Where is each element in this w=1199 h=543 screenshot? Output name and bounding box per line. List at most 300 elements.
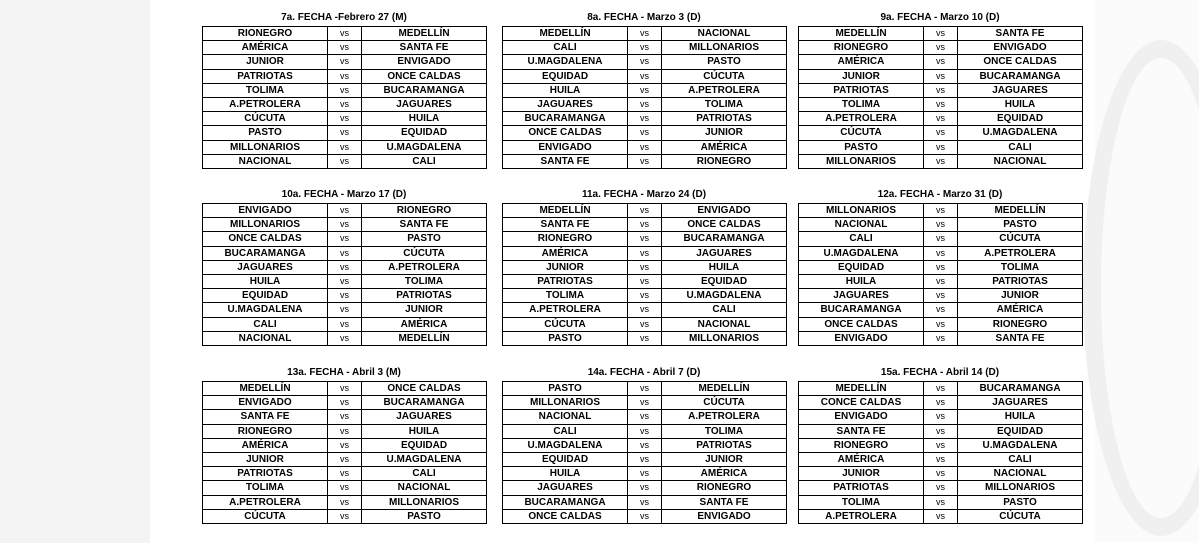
match-row bbox=[203, 410, 487, 424]
away-team: ONCE CALDAS bbox=[662, 218, 787, 232]
match-row bbox=[799, 126, 1083, 140]
match-row bbox=[203, 246, 487, 260]
match-row bbox=[503, 260, 787, 274]
away-team: CÚCUTA bbox=[958, 509, 1083, 523]
home-team: TOLIMA bbox=[799, 97, 924, 111]
vs-label: vs bbox=[328, 452, 362, 466]
home-team: PASTO bbox=[799, 140, 924, 154]
home-team: NACIONAL bbox=[799, 218, 924, 232]
home-team: U.MAGDALENA bbox=[503, 438, 628, 452]
vs-label: vs bbox=[628, 112, 662, 126]
away-team: MEDELLÍN bbox=[362, 27, 487, 41]
away-team: A.PETROLERA bbox=[362, 260, 487, 274]
away-team: PASTO bbox=[958, 495, 1083, 509]
vs-label: vs bbox=[628, 41, 662, 55]
match-row bbox=[203, 303, 487, 317]
home-team: ONCE CALDAS bbox=[503, 509, 628, 523]
vs-label: vs bbox=[628, 140, 662, 154]
vs-label: vs bbox=[328, 467, 362, 481]
match-row bbox=[799, 218, 1083, 232]
away-team: JAGUARES bbox=[958, 396, 1083, 410]
home-team: ONCE CALDAS bbox=[799, 317, 924, 331]
vs-label: vs bbox=[328, 303, 362, 317]
vs-label: vs bbox=[628, 481, 662, 495]
home-team: SANTA FE bbox=[503, 218, 628, 232]
away-team: PATRIOTAS bbox=[662, 112, 787, 126]
vs-label: vs bbox=[924, 481, 958, 495]
match-row bbox=[799, 69, 1083, 83]
vs-label: vs bbox=[628, 424, 662, 438]
vs-label: vs bbox=[628, 27, 662, 41]
fecha-block bbox=[502, 367, 786, 524]
away-team: CALI bbox=[958, 140, 1083, 154]
vs-label: vs bbox=[328, 27, 362, 41]
fecha-block bbox=[502, 189, 786, 346]
match-row bbox=[503, 410, 787, 424]
match-row bbox=[203, 218, 487, 232]
vs-label: vs bbox=[628, 452, 662, 466]
away-team: PATRIOTAS bbox=[362, 289, 487, 303]
match-row bbox=[203, 396, 487, 410]
vs-label: vs bbox=[328, 112, 362, 126]
vs-label: vs bbox=[628, 83, 662, 97]
away-team: JAGUARES bbox=[362, 410, 487, 424]
away-team: BUCARAMANGA bbox=[362, 83, 487, 97]
vs-label: vs bbox=[924, 410, 958, 424]
match-row bbox=[799, 467, 1083, 481]
home-team: JAGUARES bbox=[799, 289, 924, 303]
away-team: EQUIDAD bbox=[958, 112, 1083, 126]
match-row bbox=[203, 438, 487, 452]
away-team: SANTA FE bbox=[958, 27, 1083, 41]
home-team: CÚCUTA bbox=[799, 126, 924, 140]
fixtures-table bbox=[502, 381, 787, 524]
away-team: MILLONARIOS bbox=[362, 495, 487, 509]
vs-label: vs bbox=[924, 83, 958, 97]
home-team: A.PETROLERA bbox=[799, 509, 924, 523]
home-team: ONCE CALDAS bbox=[503, 126, 628, 140]
match-row bbox=[203, 495, 487, 509]
match-row bbox=[503, 41, 787, 55]
match-row bbox=[203, 467, 487, 481]
away-team: ONCE CALDAS bbox=[958, 55, 1083, 69]
away-team: JUNIOR bbox=[958, 289, 1083, 303]
vs-label: vs bbox=[328, 154, 362, 168]
away-team: PASTO bbox=[958, 218, 1083, 232]
match-row bbox=[203, 97, 487, 111]
vs-label: vs bbox=[628, 260, 662, 274]
vs-label: vs bbox=[328, 438, 362, 452]
away-team: PASTO bbox=[362, 509, 487, 523]
home-team: NACIONAL bbox=[503, 410, 628, 424]
fecha-block bbox=[502, 12, 786, 169]
away-team: TOLIMA bbox=[958, 260, 1083, 274]
vs-label: vs bbox=[924, 289, 958, 303]
away-team: U.MAGDALENA bbox=[662, 289, 787, 303]
match-row bbox=[799, 154, 1083, 168]
match-row bbox=[203, 289, 487, 303]
vs-label: vs bbox=[328, 317, 362, 331]
vs-label: vs bbox=[924, 509, 958, 523]
match-row bbox=[503, 274, 787, 288]
match-row bbox=[503, 289, 787, 303]
match-row bbox=[799, 509, 1083, 523]
fecha-block bbox=[798, 367, 1082, 524]
home-team: SANTA FE bbox=[799, 424, 924, 438]
match-row bbox=[503, 126, 787, 140]
vs-label: vs bbox=[328, 274, 362, 288]
vs-label: vs bbox=[628, 303, 662, 317]
vs-label: vs bbox=[628, 97, 662, 111]
match-row bbox=[203, 112, 487, 126]
match-row bbox=[799, 83, 1083, 97]
match-row bbox=[203, 481, 487, 495]
away-team: BUCARAMANGA bbox=[958, 69, 1083, 83]
fixtures-table bbox=[798, 26, 1083, 169]
home-team: RIONEGRO bbox=[799, 41, 924, 55]
match-row bbox=[799, 55, 1083, 69]
home-team: EQUIDAD bbox=[203, 289, 328, 303]
vs-label: vs bbox=[924, 274, 958, 288]
match-row bbox=[799, 27, 1083, 41]
vs-label: vs bbox=[328, 41, 362, 55]
home-team: BUCARAMANGA bbox=[503, 495, 628, 509]
vs-label: vs bbox=[924, 424, 958, 438]
vs-label: vs bbox=[328, 495, 362, 509]
home-team: ENVIGADO bbox=[503, 140, 628, 154]
fecha-title: 7a. FECHA -Febrero 27 (M) bbox=[281, 12, 407, 23]
away-team: NACIONAL bbox=[662, 317, 787, 331]
match-row bbox=[203, 27, 487, 41]
home-team: JAGUARES bbox=[503, 481, 628, 495]
vs-label: vs bbox=[328, 410, 362, 424]
home-team: AMÉRICA bbox=[799, 55, 924, 69]
fixtures-table bbox=[798, 381, 1083, 524]
home-team: U.MAGDALENA bbox=[503, 55, 628, 69]
match-row bbox=[799, 260, 1083, 274]
away-team: BUCARAMANGA bbox=[662, 232, 787, 246]
fecha-title: 10a. FECHA - Marzo 17 (D) bbox=[281, 189, 407, 200]
away-team: JUNIOR bbox=[662, 126, 787, 140]
home-team: MILLONARIOS bbox=[799, 154, 924, 168]
home-team: RIONEGRO bbox=[799, 438, 924, 452]
match-row bbox=[203, 154, 487, 168]
home-team: EQUIDAD bbox=[503, 452, 628, 466]
home-team: CONCE CALDAS bbox=[799, 396, 924, 410]
match-row bbox=[203, 382, 487, 396]
away-team: JAGUARES bbox=[362, 97, 487, 111]
away-team: MEDELLÍN bbox=[958, 204, 1083, 218]
vs-label: vs bbox=[924, 232, 958, 246]
vs-label: vs bbox=[924, 452, 958, 466]
vs-label: vs bbox=[328, 382, 362, 396]
away-team: PATRIOTAS bbox=[958, 274, 1083, 288]
home-team: ONCE CALDAS bbox=[203, 232, 328, 246]
home-team: PASTO bbox=[203, 126, 328, 140]
match-row bbox=[203, 274, 487, 288]
home-team: NACIONAL bbox=[203, 331, 328, 345]
vs-label: vs bbox=[628, 154, 662, 168]
fixtures-table bbox=[202, 203, 487, 346]
away-team: CALI bbox=[662, 303, 787, 317]
home-team: TOLIMA bbox=[799, 495, 924, 509]
vs-label: vs bbox=[924, 112, 958, 126]
home-team: EQUIDAD bbox=[799, 260, 924, 274]
match-row bbox=[203, 83, 487, 97]
home-team: A.PETROLERA bbox=[203, 495, 328, 509]
away-team: SANTA FE bbox=[662, 495, 787, 509]
match-row bbox=[503, 509, 787, 523]
match-row bbox=[203, 424, 487, 438]
vs-label: vs bbox=[328, 204, 362, 218]
match-row bbox=[799, 481, 1083, 495]
home-team: ENVIGADO bbox=[799, 410, 924, 424]
vs-label: vs bbox=[628, 495, 662, 509]
away-team: JAGUARES bbox=[958, 83, 1083, 97]
fecha-block bbox=[202, 12, 486, 169]
vs-label: vs bbox=[328, 97, 362, 111]
vs-label: vs bbox=[328, 509, 362, 523]
vs-label: vs bbox=[628, 246, 662, 260]
away-team: PASTO bbox=[362, 232, 487, 246]
away-team: RIONEGRO bbox=[958, 317, 1083, 331]
away-team: HUILA bbox=[362, 112, 487, 126]
home-team: A.PETROLERA bbox=[799, 112, 924, 126]
away-team: NACIONAL bbox=[662, 27, 787, 41]
vs-label: vs bbox=[328, 69, 362, 83]
fecha-block bbox=[202, 189, 486, 346]
home-team: JAGUARES bbox=[203, 260, 328, 274]
vs-label: vs bbox=[924, 126, 958, 140]
away-team: JAGUARES bbox=[662, 246, 787, 260]
away-team: ENVIGADO bbox=[362, 55, 487, 69]
vs-label: vs bbox=[924, 495, 958, 509]
vs-label: vs bbox=[628, 204, 662, 218]
home-team: HUILA bbox=[503, 83, 628, 97]
match-row bbox=[203, 260, 487, 274]
away-team: HUILA bbox=[662, 260, 787, 274]
home-team: JAGUARES bbox=[503, 97, 628, 111]
match-row bbox=[203, 509, 487, 523]
match-row bbox=[203, 232, 487, 246]
away-team: CÚCUTA bbox=[362, 246, 487, 260]
match-row bbox=[799, 410, 1083, 424]
home-team: SANTA FE bbox=[503, 154, 628, 168]
away-team: JUNIOR bbox=[662, 452, 787, 466]
home-team: HUILA bbox=[503, 467, 628, 481]
home-team: U.MAGDALENA bbox=[203, 303, 328, 317]
match-row bbox=[503, 331, 787, 345]
match-row bbox=[503, 317, 787, 331]
away-team: EQUIDAD bbox=[362, 126, 487, 140]
vs-label: vs bbox=[628, 509, 662, 523]
home-team: AMÉRICA bbox=[503, 246, 628, 260]
vs-label: vs bbox=[328, 83, 362, 97]
vs-label: vs bbox=[924, 438, 958, 452]
home-team: TOLIMA bbox=[203, 481, 328, 495]
away-team: U.MAGDALENA bbox=[958, 438, 1083, 452]
away-team: ENVIGADO bbox=[662, 204, 787, 218]
home-team: PATRIOTAS bbox=[799, 481, 924, 495]
match-row bbox=[503, 154, 787, 168]
away-team: SANTA FE bbox=[362, 218, 487, 232]
vs-label: vs bbox=[328, 424, 362, 438]
match-row bbox=[503, 495, 787, 509]
away-team: MEDELLÍN bbox=[362, 331, 487, 345]
match-row bbox=[799, 452, 1083, 466]
away-team: A.PETROLERA bbox=[662, 83, 787, 97]
vs-label: vs bbox=[924, 317, 958, 331]
home-team: CALI bbox=[203, 317, 328, 331]
away-team: PASTO bbox=[662, 55, 787, 69]
match-row bbox=[203, 140, 487, 154]
home-team: CALI bbox=[503, 41, 628, 55]
home-team: NACIONAL bbox=[203, 154, 328, 168]
match-row bbox=[799, 97, 1083, 111]
away-team: NACIONAL bbox=[958, 467, 1083, 481]
vs-label: vs bbox=[924, 55, 958, 69]
home-team: PATRIOTAS bbox=[503, 274, 628, 288]
home-team: BUCARAMANGA bbox=[799, 303, 924, 317]
away-team: BUCARAMANGA bbox=[362, 396, 487, 410]
match-row bbox=[503, 55, 787, 69]
home-team: AMÉRICA bbox=[203, 438, 328, 452]
vs-label: vs bbox=[328, 126, 362, 140]
fixtures-table bbox=[502, 203, 787, 346]
vs-label: vs bbox=[924, 396, 958, 410]
home-team: TOLIMA bbox=[203, 83, 328, 97]
match-row bbox=[503, 140, 787, 154]
home-team: HUILA bbox=[203, 274, 328, 288]
vs-label: vs bbox=[628, 218, 662, 232]
match-row bbox=[503, 438, 787, 452]
vs-label: vs bbox=[924, 204, 958, 218]
away-team: CÚCUTA bbox=[662, 69, 787, 83]
home-team: MILLONARIOS bbox=[503, 396, 628, 410]
away-team: AMÉRICA bbox=[662, 140, 787, 154]
home-team: RIONEGRO bbox=[203, 424, 328, 438]
home-team: RIONEGRO bbox=[503, 232, 628, 246]
away-team: BUCARAMANGA bbox=[958, 382, 1083, 396]
vs-label: vs bbox=[924, 331, 958, 345]
match-row bbox=[799, 424, 1083, 438]
fecha-title: 9a. FECHA - Marzo 10 (D) bbox=[880, 12, 1000, 23]
away-team: EQUIDAD bbox=[662, 274, 787, 288]
vs-label: vs bbox=[628, 396, 662, 410]
match-row bbox=[503, 481, 787, 495]
match-row bbox=[799, 41, 1083, 55]
vs-label: vs bbox=[628, 126, 662, 140]
away-team: CÚCUTA bbox=[958, 232, 1083, 246]
match-row bbox=[503, 97, 787, 111]
home-team: SANTA FE bbox=[203, 410, 328, 424]
match-row bbox=[203, 41, 487, 55]
away-team: ONCE CALDAS bbox=[362, 69, 487, 83]
vs-label: vs bbox=[924, 246, 958, 260]
vs-label: vs bbox=[628, 382, 662, 396]
match-row bbox=[799, 303, 1083, 317]
away-team: A.PETROLERA bbox=[958, 246, 1083, 260]
vs-label: vs bbox=[628, 232, 662, 246]
vs-label: vs bbox=[924, 27, 958, 41]
home-team: BUCARAMANGA bbox=[203, 246, 328, 260]
away-team: CÚCUTA bbox=[662, 396, 787, 410]
away-team: HUILA bbox=[958, 410, 1083, 424]
away-team: ENVIGADO bbox=[958, 41, 1083, 55]
away-team: MILLONARIOS bbox=[958, 481, 1083, 495]
away-team: U.MAGDALENA bbox=[958, 126, 1083, 140]
away-team: SANTA FE bbox=[362, 41, 487, 55]
match-row bbox=[503, 112, 787, 126]
match-row bbox=[503, 69, 787, 83]
vs-label: vs bbox=[628, 331, 662, 345]
home-team: EQUIDAD bbox=[503, 69, 628, 83]
home-team: A.PETROLERA bbox=[503, 303, 628, 317]
fecha-title: 12a. FECHA - Marzo 31 (D) bbox=[877, 189, 1003, 200]
fecha-title: 11a. FECHA - Marzo 24 (D) bbox=[581, 189, 707, 200]
away-team: MILLONARIOS bbox=[662, 331, 787, 345]
home-team: ENVIGADO bbox=[203, 204, 328, 218]
vs-label: vs bbox=[328, 260, 362, 274]
away-team: AMÉRICA bbox=[958, 303, 1083, 317]
away-team: U.MAGDALENA bbox=[362, 140, 487, 154]
home-team: MILLONARIOS bbox=[203, 218, 328, 232]
vs-label: vs bbox=[328, 481, 362, 495]
vs-label: vs bbox=[924, 140, 958, 154]
match-row bbox=[503, 27, 787, 41]
vs-label: vs bbox=[924, 467, 958, 481]
match-row bbox=[503, 246, 787, 260]
fixtures-table bbox=[798, 203, 1083, 346]
away-team: RIONEGRO bbox=[662, 154, 787, 168]
match-row bbox=[799, 289, 1083, 303]
match-row bbox=[799, 317, 1083, 331]
home-team: MEDELLÍN bbox=[503, 204, 628, 218]
away-team: RIONEGRO bbox=[362, 204, 487, 218]
home-team: JUNIOR bbox=[799, 69, 924, 83]
match-row bbox=[503, 382, 787, 396]
away-team: NACIONAL bbox=[958, 154, 1083, 168]
home-team: MEDELLÍN bbox=[799, 382, 924, 396]
away-team: EQUIDAD bbox=[362, 438, 487, 452]
match-row bbox=[503, 218, 787, 232]
home-team: MEDELLÍN bbox=[503, 27, 628, 41]
fecha-block bbox=[798, 189, 1082, 346]
home-team: ENVIGADO bbox=[799, 331, 924, 345]
home-team: CÚCUTA bbox=[203, 509, 328, 523]
match-row bbox=[203, 452, 487, 466]
match-row bbox=[503, 204, 787, 218]
vs-label: vs bbox=[924, 260, 958, 274]
away-team: HUILA bbox=[958, 97, 1083, 111]
match-row bbox=[799, 204, 1083, 218]
away-team: AMÉRICA bbox=[362, 317, 487, 331]
fecha-title: 14a. FECHA - Abril 7 (D) bbox=[587, 367, 701, 378]
match-row bbox=[503, 396, 787, 410]
match-row bbox=[503, 467, 787, 481]
home-team: U.MAGDALENA bbox=[799, 246, 924, 260]
match-row bbox=[203, 55, 487, 69]
away-team: TOLIMA bbox=[662, 424, 787, 438]
vs-label: vs bbox=[328, 396, 362, 410]
vs-label: vs bbox=[328, 55, 362, 69]
home-team: MEDELLÍN bbox=[799, 27, 924, 41]
vs-label: vs bbox=[924, 69, 958, 83]
home-team: JUNIOR bbox=[203, 452, 328, 466]
away-team: SANTA FE bbox=[958, 331, 1083, 345]
match-row bbox=[799, 246, 1083, 260]
fecha-title: 15a. FECHA - Abril 14 (D) bbox=[880, 367, 1000, 378]
